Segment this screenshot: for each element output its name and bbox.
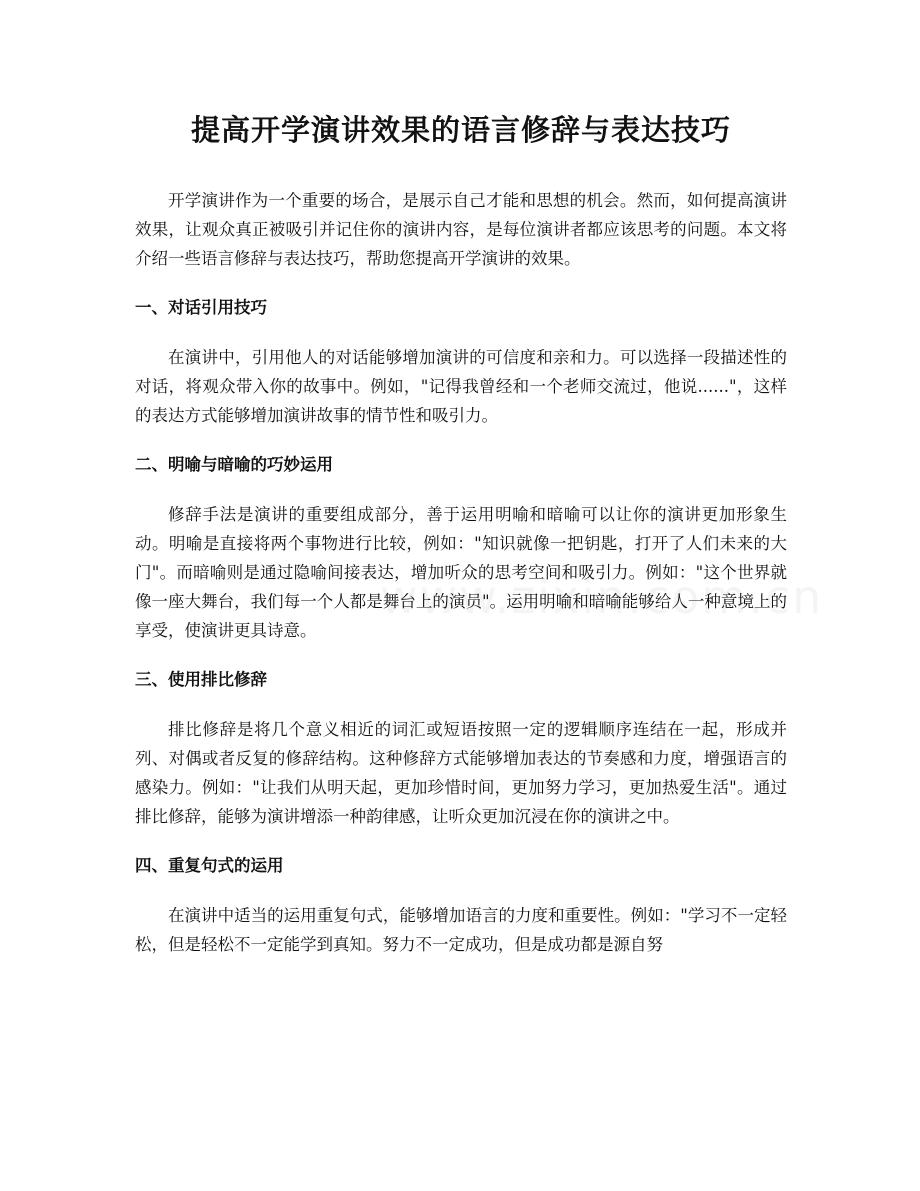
section-body-1: 在演讲中，引用他人的对话能够增加演讲的可信度和亲和力。可以选择一段描述性的对话，将观众带入你的故事中。例如，"记得我曾经和一个老师交流过，他说......"，这样的表达方式能够增加演讲故事的情节性和吸引力。 bbox=[135, 348, 787, 425]
document-title: 提高开学演讲效果的语言修辞与表达技巧 bbox=[190, 113, 731, 147]
section-heading-2: 二、明喻与暗喻的巧妙运用 bbox=[135, 455, 333, 474]
document-page bbox=[135, 108, 787, 959]
section-heading-4: 四、重复句式的运用 bbox=[135, 856, 284, 875]
intro-paragraph: 开学演讲作为一个重要的场合，是展示自己才能和思想的机会。然而，如何提高演讲效果，让观众真正被吸引并记住你的演讲内容，是每位演讲者都应该思考的问题。本文将介绍一些语言修辞与表达技巧，帮助您提高开学演讲的效果。 bbox=[135, 191, 787, 268]
section-body-2: 修辞手法是演讲的重要组成部分，善于运用明喻和暗喻可以让你的演讲更加形象生动。明喻是直接将两个事物进行比较，例如："知识就像一把钥匙，打开了人们未来的大门"。而暗喻则是通过隐喻间接表达，增加听众的思考空间和吸引力。例如："这个世界就像一座大舞台，我们每一个人都是舞台上的演员"。运用明喻和暗喻能够给人一种意境上的享受，使演讲更具诗意。 bbox=[135, 505, 787, 640]
section-body-4: 在演讲中适当的运用重复句式，能够增加语言的力度和重要性。例如："学习不一定轻松，但是轻松不一定能学到真知。努力不一定成功，但是成功都是源自努 bbox=[135, 906, 787, 954]
section-heading-1: 一、对话引用技巧 bbox=[135, 298, 267, 317]
section-body-3: 排比修辞是将几个意义相近的词汇或短语按照一定的逻辑顺序连结在一起，形成并列、对偶或者反复的修辞结构。这种修辞方式能够增加表达的节奏感和力度，增强语言的感染力。例如："让我们从明天起，更加珍惜时间，更加努力学习，更加热爱生活"。通过排比修辞，能够为演讲增添一种韵律感，让听众更加沉浸在你的演讲之中。 bbox=[135, 720, 787, 826]
section-heading-3: 三、使用排比修辞 bbox=[135, 670, 267, 689]
